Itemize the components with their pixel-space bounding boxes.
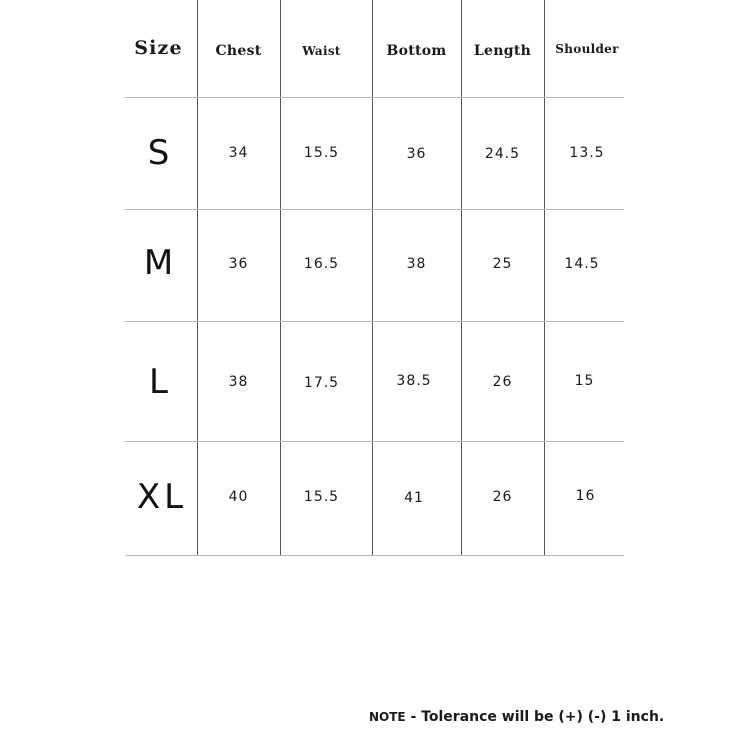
chest-cell: 40 [228, 489, 249, 505]
row-divider [125, 97, 624, 98]
chest-cell: 38 [228, 374, 249, 390]
bottom-cell: 38.5 [396, 373, 432, 389]
header-length: Length [473, 43, 532, 59]
note-text: - Tolerance will be (+) (-) 1 inch. [405, 709, 665, 725]
header-waist: Waist [302, 44, 341, 58]
header-bottom: Bottom [386, 43, 447, 59]
size-cell: L [149, 362, 168, 402]
size-cell: S [147, 133, 170, 173]
row-divider [125, 209, 624, 210]
size-cell: M [143, 243, 174, 283]
column-divider [372, 0, 373, 556]
tolerance-note [369, 709, 664, 725]
column-divider [461, 0, 462, 556]
column-divider [544, 0, 545, 556]
bottom-cell: 41 [404, 490, 424, 506]
length-cell: 25 [492, 256, 513, 272]
size-cell: XL [136, 477, 188, 517]
row-divider [125, 321, 624, 322]
waist-cell: 17.5 [303, 375, 340, 391]
shoulder-cell: 16 [575, 488, 596, 504]
shoulder-cell: 15 [574, 373, 595, 389]
row-divider [125, 555, 624, 556]
column-divider [197, 0, 198, 556]
chest-cell: 36 [228, 256, 249, 272]
waist-cell: 15.5 [303, 145, 340, 161]
header-size: Size [134, 37, 183, 59]
length-cell: 24.5 [484, 146, 521, 162]
note-label: NOTE [369, 710, 406, 724]
waist-cell: 16.5 [303, 256, 340, 272]
bottom-cell: 38 [406, 256, 427, 272]
header-chest: Chest [215, 43, 262, 59]
chest-cell: 34 [228, 145, 249, 161]
row-divider [125, 441, 624, 442]
length-cell: 26 [492, 489, 513, 505]
shoulder-cell: 13.5 [569, 145, 605, 161]
column-divider [280, 0, 281, 556]
waist-cell: 15.5 [303, 489, 340, 505]
bottom-cell: 36 [406, 146, 427, 162]
header-shoulder: Shoulder [555, 42, 619, 56]
shoulder-cell: 14.5 [564, 256, 600, 272]
length-cell: 26 [492, 374, 513, 390]
